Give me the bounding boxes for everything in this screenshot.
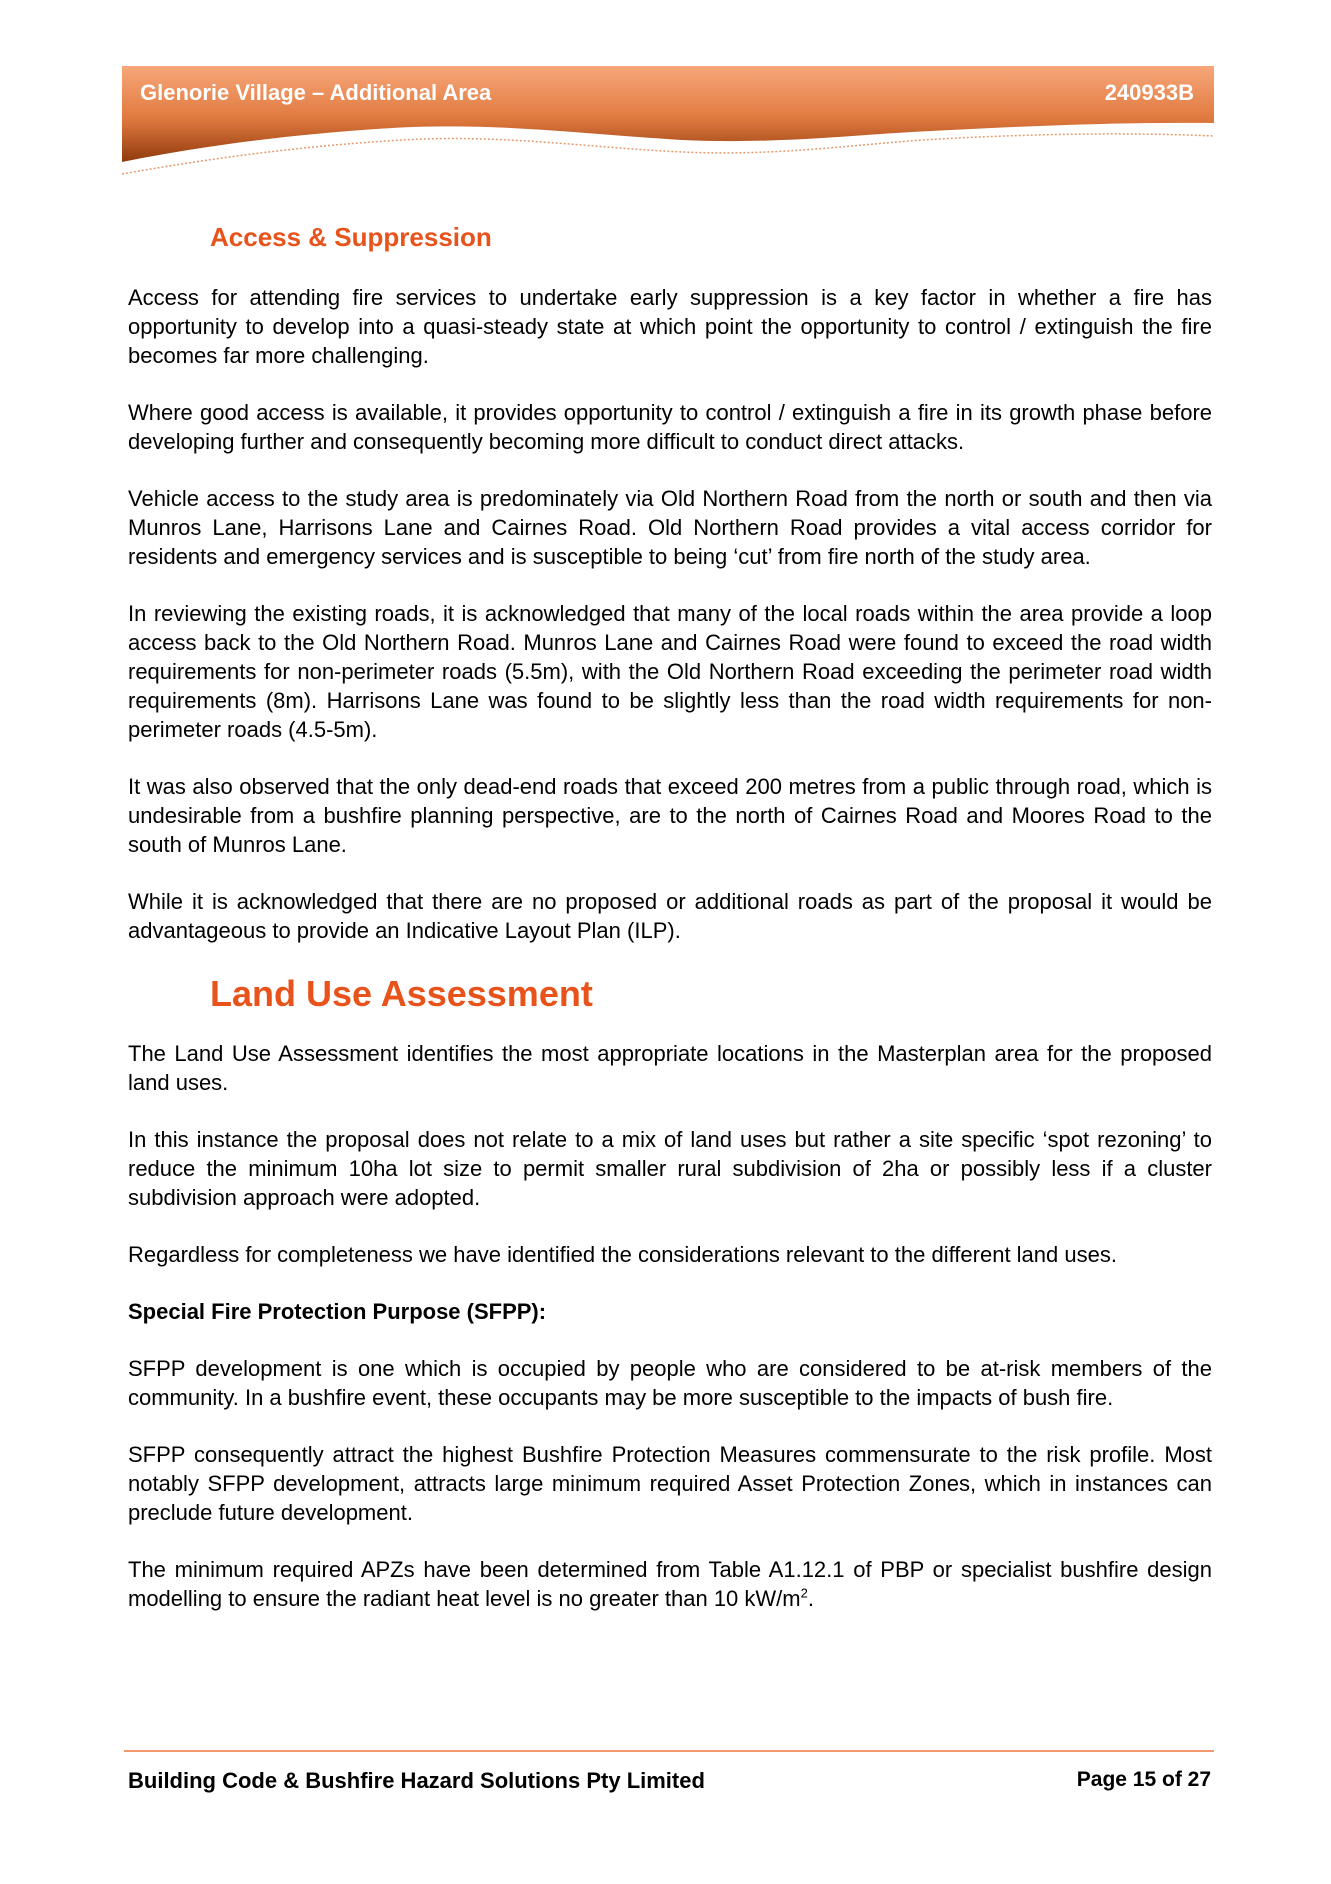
paragraph: SFPP development is one which is occupied by people who are considered to be at-risk members of the community. In a bushfire event, these occupants may be more susceptible to the impacts of bush fire.: [128, 1356, 1212, 1410]
paragraph: Access for attending fire services to undertake early suppression is a key factor in whether a fire has opportunity to develop into a quasi-steady state at which point the opportunity to control / extinguish the fire becomes far more challenging.: [128, 285, 1212, 368]
paragraph: Regardless for completeness we have identified the considerations relevant to the different land uses.: [128, 1242, 1117, 1267]
page-content: [128, 222, 1212, 1641]
paragraph: Where good access is available, it provides opportunity to control / extinguish a fire in its growth phase before developing further and consequently becoming more difficult to conduct direct attacks.: [128, 400, 1212, 454]
paragraph: It was also observed that the only dead-end roads that exceed 200 metres from a public through road, which is undesirable from a bushfire planning perspective, are to the north of Cairnes Road and Moores Road to the south of Munros Lane.: [128, 774, 1212, 857]
paragraph: The Land Use Assessment identifies the most appropriate locations in the Masterplan area for the proposed land uses.: [128, 1041, 1212, 1095]
section-heading-land-use: Land Use Assessment: [210, 973, 593, 1014]
subheading-sfpp: Special Fire Protection Purpose (SFPP):: [128, 1299, 547, 1324]
superscript: 2: [800, 1585, 808, 1601]
footer-page-number: Page 15 of 27: [1076, 1768, 1211, 1791]
section-heading-access: Access & Suppression: [210, 222, 492, 252]
paragraph: While it is acknowledged that there are no proposed or additional roads as part of the proposal it would be advantageous to provide an Indicative Layout Plan (ILP).: [128, 889, 1212, 943]
footer-divider: [124, 1750, 1214, 1752]
period: .: [807, 1586, 814, 1611]
header-title: Glenorie Village – Additional Area: [140, 80, 492, 105]
footer-company: Building Code & Bushfire Hazard Solutions Pty Limited: [128, 1768, 705, 1793]
paragraph-apz: [128, 1555, 1212, 1613]
paragraph: SFPP consequently attract the highest Bushfire Protection Measures commensurate to the risk profile. Most notably SFPP development, attracts large minimum required Asset Protection Zones, which in instances can preclude future development.: [128, 1442, 1212, 1525]
apz-text: The minimum required APZs have been determined from Table A1.12.1 of PBP or specialist bushfire design modelling to ensure the radiant heat level is no greater than 10 kW/m: [128, 1557, 1212, 1611]
paragraph: In this instance the proposal does not relate to a mix of land uses but rather a site specific ‘spot rezoning’ to reduce the minimum 10ha lot size to permit smaller rural subdivision of 2ha or possibly less if a cluster subdivision approach were adopted.: [128, 1127, 1212, 1210]
paragraph: In reviewing the existing roads, it is acknowledged that many of the local roads within the area provide a loop access back to the Old Northern Road. Munros Lane and Cairnes Road were found to exceed the road width requirements for non-perimeter roads (5.5m), with the Old Northern Road exceeding the perimeter road width requirements (8m). Harrisons Lane was found to be slightly less than the road width requirements for non-perimeter roads (4.5-5m).: [128, 601, 1212, 742]
page-header-banner: [122, 66, 1214, 176]
header-doc-number: 240933B: [1104, 80, 1194, 105]
paragraph: Vehicle access to the study area is predominately via Old Northern Road from the north or south and then via Munros Lane, Harrisons Lane and Cairnes Road. Old Northern Road provides a vital access corridor for residents and emergency services and is susceptible to being ‘cut’ from fire north of the study area.: [128, 486, 1212, 569]
